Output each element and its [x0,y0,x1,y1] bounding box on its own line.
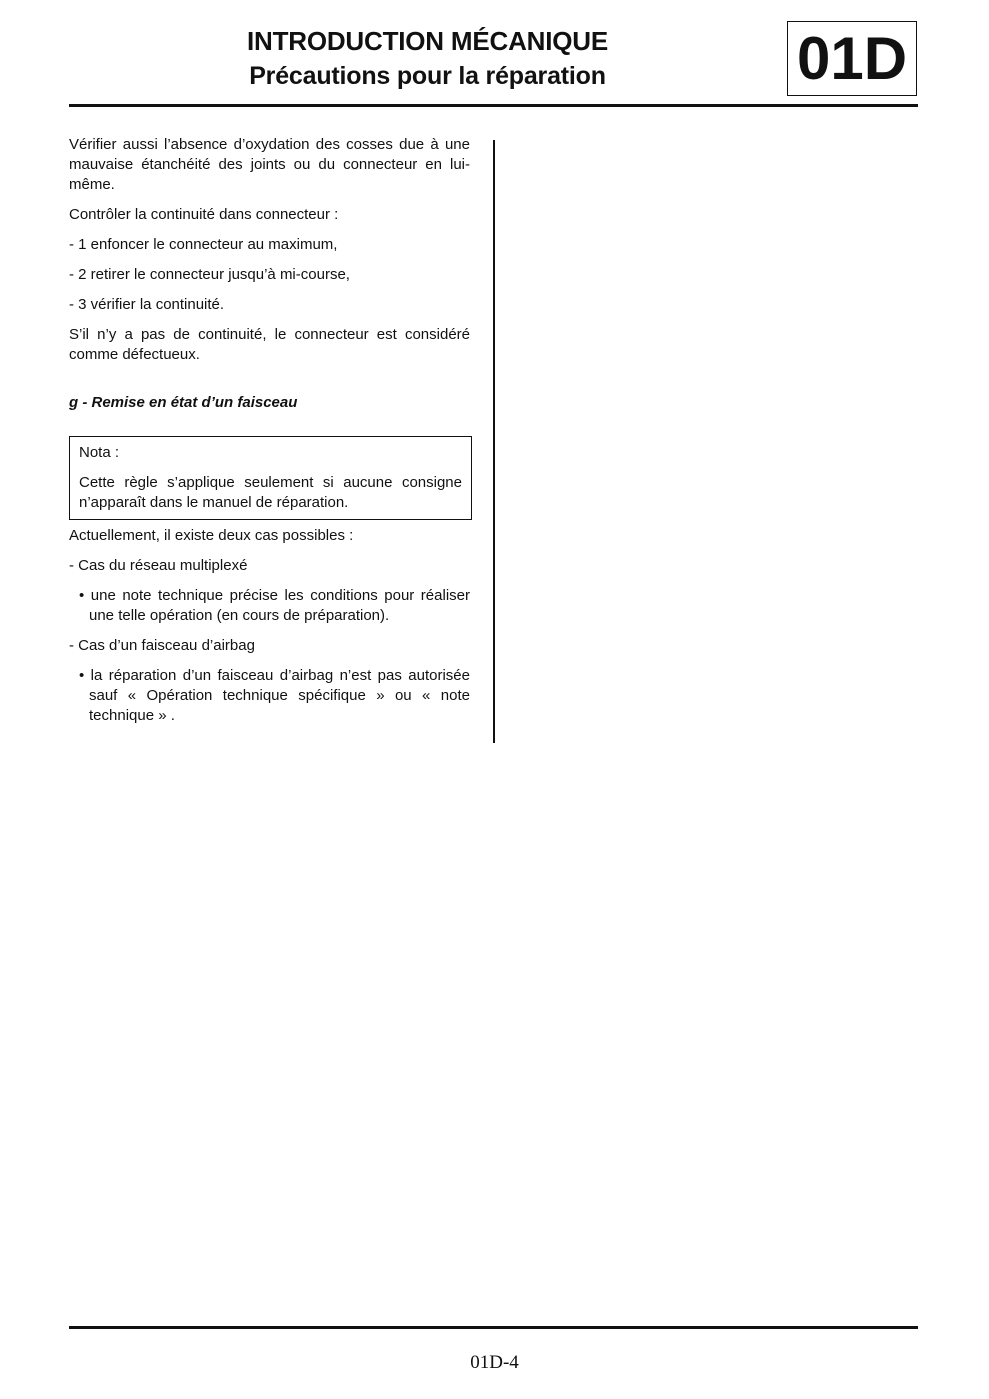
page-number: 01D-4 [470,1352,519,1373]
paragraph-cases: Actuellement, il existe deux cas possibles : [69,527,354,544]
note-box [69,436,472,520]
step-2: - 2 retirer le connecteur jusqu’à mi-course, [69,266,350,283]
chapter-code-box: 01D [787,21,917,96]
note-label: Nota : [79,444,120,461]
paragraph-defective: S’il n’y a pas de continuité, le connecteur est considéré comme défectueux. [69,326,470,363]
note-text: Cette règle s’applique seulement si aucune consigne n’apparaît dans le manuel de réparation. [79,474,462,511]
section-heading-g: g - Remise en état d’un faisceau [69,394,298,411]
paragraph-oxidation: Vérifier aussi l’absence d’oxydation des cosses due à une mauvaise étanchéité des joints ou du connecteur en lui-même. [69,136,470,193]
step-3: - 3 vérifier la continuité. [69,296,225,313]
page-subtitle: Précautions pour la réparation [249,62,606,90]
header-rule [69,104,918,107]
paragraph-continuity: Contrôler la continuité dans connecteur : [69,206,339,223]
page-header [150,24,705,94]
step-1: - 1 enfoncer le connecteur au maximum, [69,236,338,253]
column-divider [493,140,495,743]
page-title: INTRODUCTION MÉCANIQUE [246,26,609,56]
footer-rule [69,1326,918,1329]
case-airbag-bullet: • la réparation d’un faisceau d’airbag n’est pas autorisée sauf « Opération technique spécifique » ou « note technique » . [79,667,470,724]
left-column [69,135,470,736]
case-multiplex-bullet: • une note technique précise les conditions pour réaliser une telle opération (en cours de préparation). [79,587,470,624]
case-multiplex: - Cas du réseau multiplexé [69,557,248,574]
case-airbag: - Cas d’un faisceau d’airbag [69,637,255,654]
